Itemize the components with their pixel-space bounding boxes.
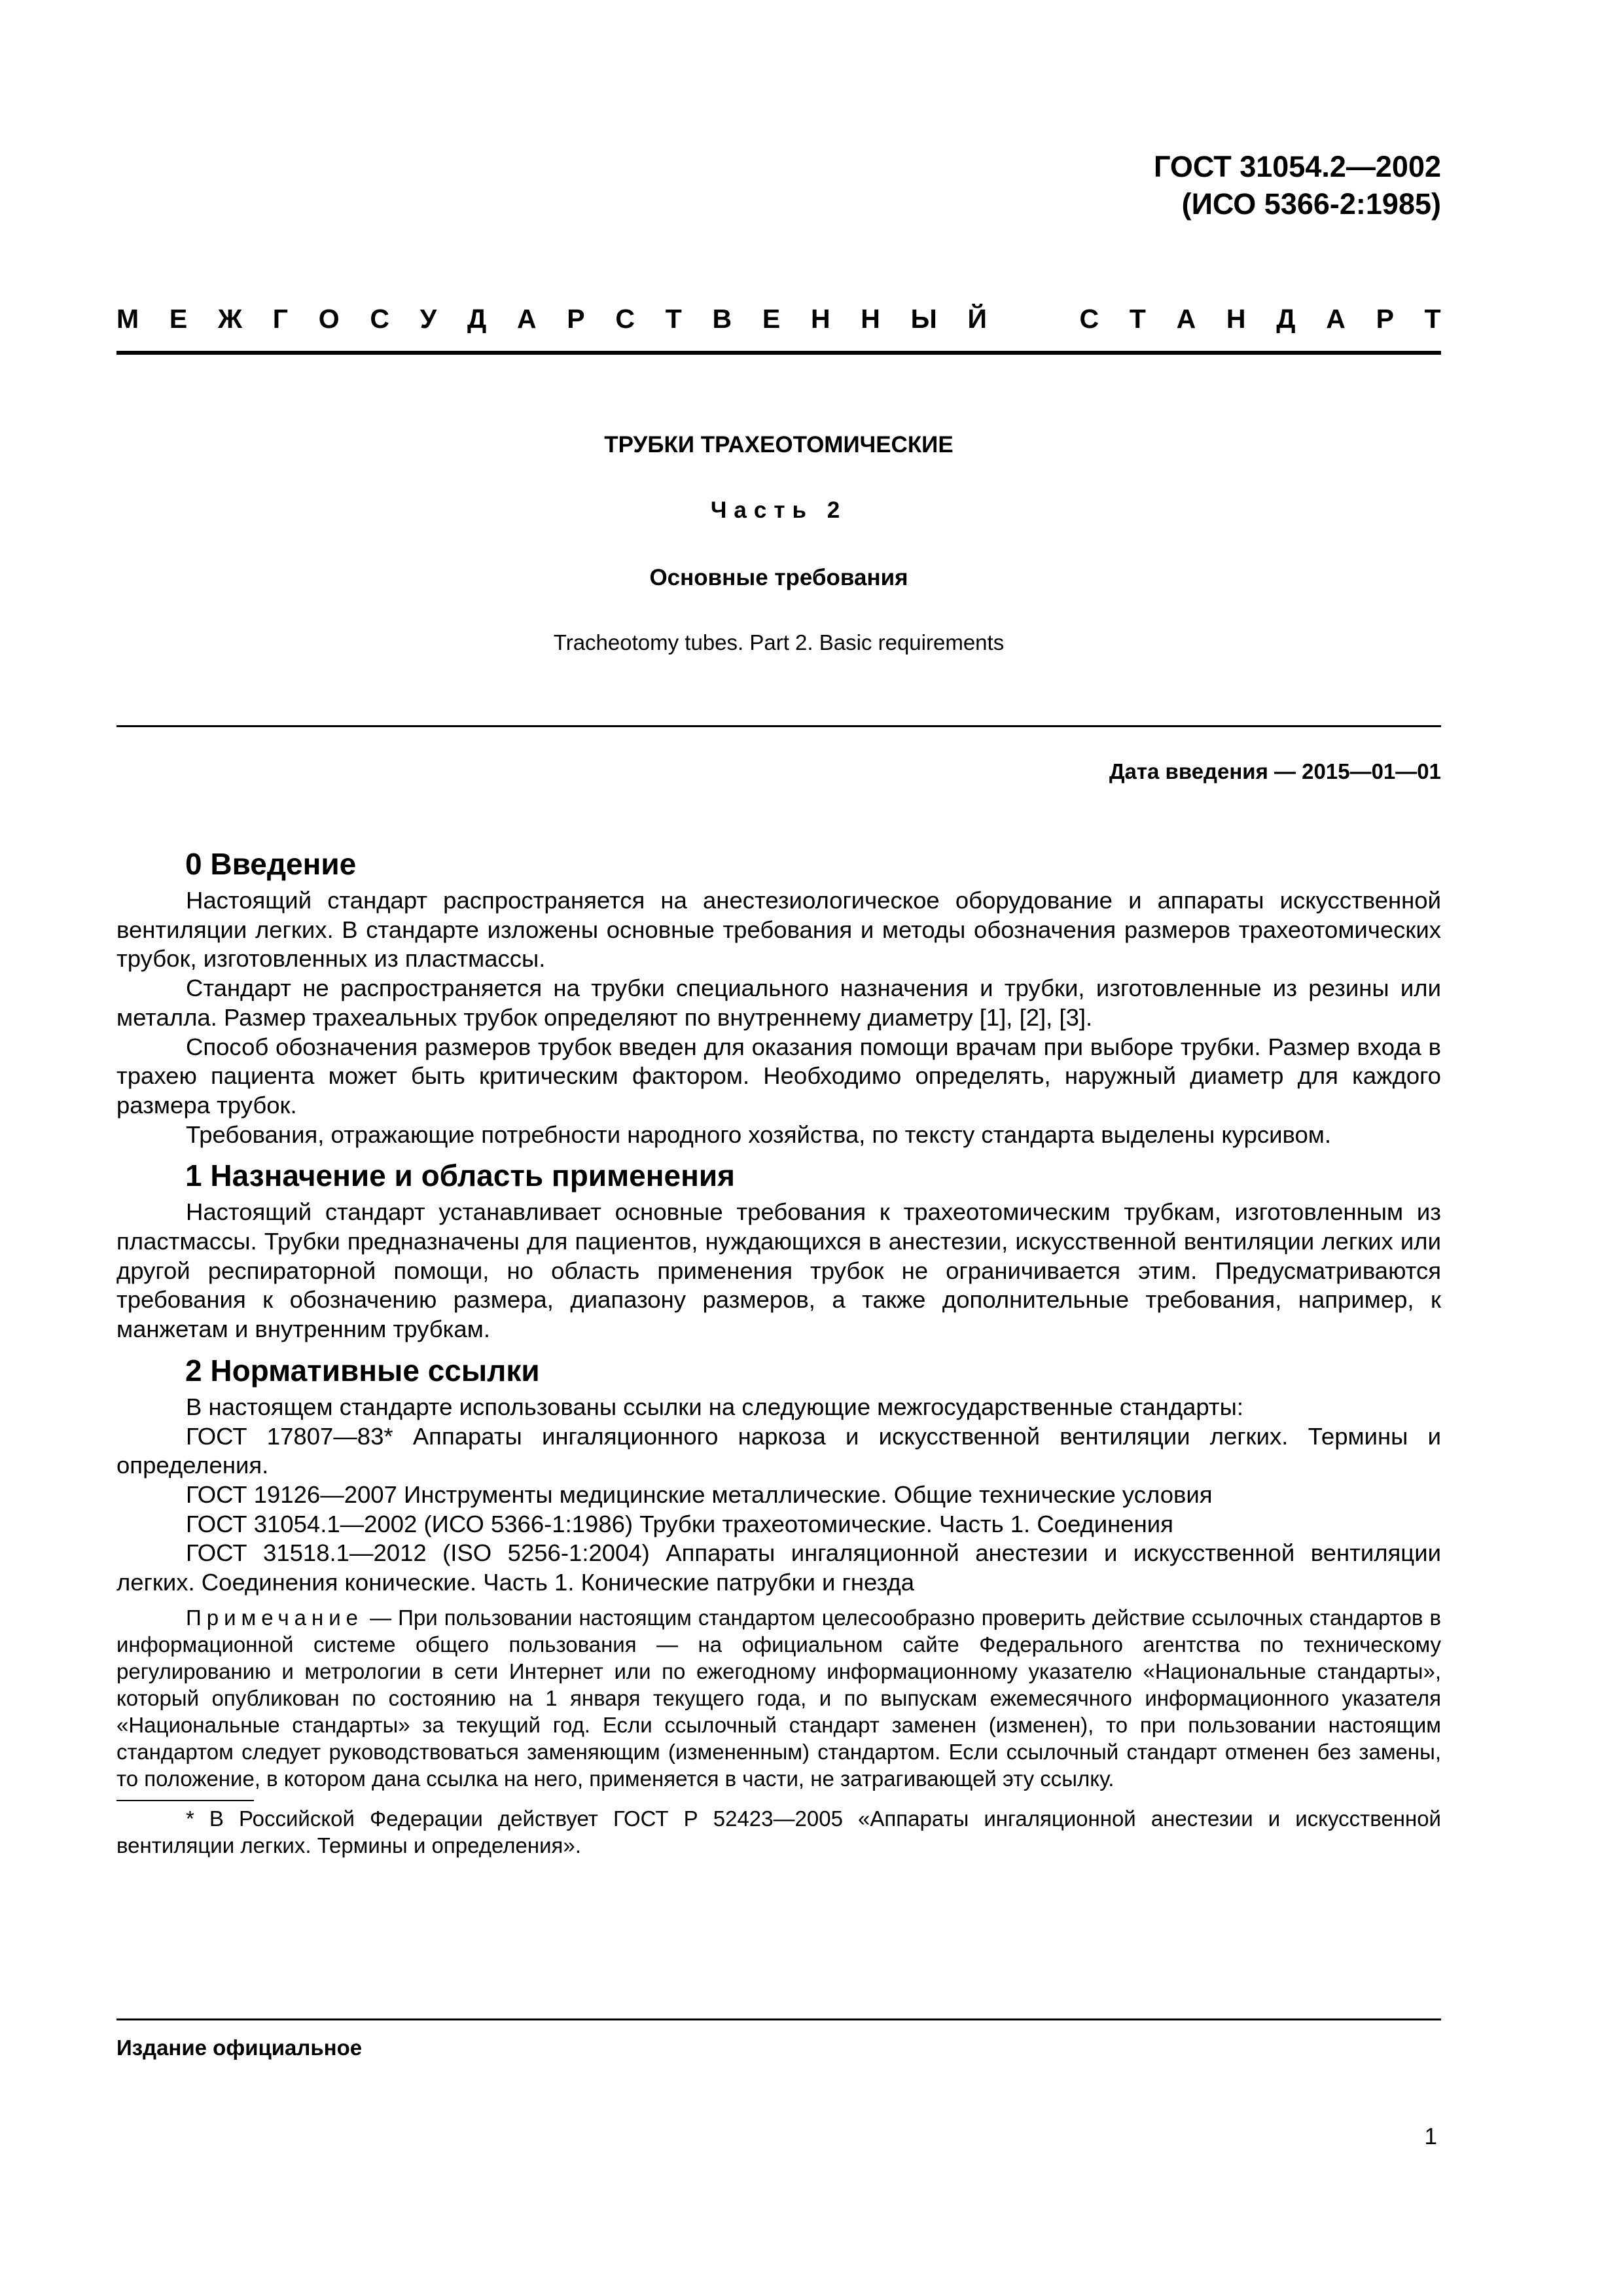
banner-letter: А <box>1176 304 1196 334</box>
banner-letter: Г <box>272 304 289 334</box>
banner-word-gap <box>1018 302 1049 335</box>
banner-letter: Р <box>1376 304 1394 334</box>
standard-type-banner <box>116 302 1441 335</box>
banner-letter: Е <box>762 304 781 334</box>
reference-item: ГОСТ 31518.1—2012 (ISO 5256-1:2004) Аппараты ингаляционной анестезии и искусственной вентиляции легких. Соединения конические. Часть 1. Конические патрубки и гнезда <box>116 1539 1441 1596</box>
note-label: Примечание <box>186 1605 364 1630</box>
section-heading-scope: 1 Назначение и область применения <box>185 1158 735 1193</box>
reference-item: ГОСТ 19126—2007 Инструменты медицинские металлические. Общие технические условия <box>186 1480 1213 1508</box>
paragraph: Требования, отражающие потребности народного хозяйства, по тексту стандарта выделены курсивом. <box>186 1121 1332 1148</box>
document-subtitle: Основные требования <box>649 565 908 590</box>
banner-letter: Н <box>861 304 880 334</box>
banner-letter: Т <box>665 304 682 334</box>
document-body <box>116 844 1441 1859</box>
section-heading-introduction: 0 Введение <box>185 847 357 881</box>
section-heading-normative-references: 2 Нормативные ссылки <box>185 1353 540 1388</box>
reference-item: ГОСТ 17807—83* Аппараты ингаляционного наркоза и искусственной вентиляции легких. Термины и определения. <box>116 1422 1441 1479</box>
banner-letter: М <box>116 304 139 334</box>
footnote: * В Российской Федерации действует ГОСТ Р 52423—2005 «Аппараты ингаляционной анестезии и искусственной вентиляции легких. Термины и определения». <box>116 1806 1441 1857</box>
gost-number: ГОСТ 31054.2—2002 <box>1153 150 1441 183</box>
banner-letter: Д <box>467 304 487 334</box>
document-part: Часть 2 <box>710 497 847 523</box>
banner-letter: Ж <box>217 304 243 334</box>
note <box>116 1604 1441 1792</box>
date-of-introduction: Дата введения — 2015—01—01 <box>1109 759 1441 783</box>
footnote-rule <box>116 1800 254 1801</box>
banner-letter: О <box>318 304 340 334</box>
banner-letter: С <box>1079 304 1099 334</box>
banner-letter: С <box>615 304 635 334</box>
edition-label: Издание официальное <box>116 2036 363 2060</box>
iso-number: (ИСО 5366-2:1985) <box>1181 187 1441 221</box>
banner-letter: Й <box>967 304 987 334</box>
banner-letter: Е <box>169 304 188 334</box>
reference-item: ГОСТ 31054.1—2002 (ИСО 5366-1:1986) Трубки трахеотомические. Часть 1. Соединения <box>186 1510 1173 1537</box>
banner-letter: Ы <box>910 304 937 334</box>
paragraph: Способ обозначения размеров трубок введен для оказания помощи врачам при выборе трубки. Размер входа в трахею пациента может быть критическим фактором. Необходимо определять, наружный диаметр для каждого размера трубок. <box>116 1033 1441 1119</box>
banner-letter: Т <box>1129 304 1146 334</box>
standard-designation <box>1154 148 1441 223</box>
banner-letter: Н <box>1226 304 1246 334</box>
banner-letter: А <box>1326 304 1346 334</box>
page-number: 1 <box>1424 2124 1437 2149</box>
banner-letter: Т <box>1424 304 1441 334</box>
english-title: Tracheotomy tubes. Part 2. Basic requirements <box>553 630 1005 655</box>
banner-letter: А <box>516 304 537 334</box>
banner-letter: Р <box>567 304 585 334</box>
paragraph: Стандарт не распространяется на трубки специального назначения и трубки, изготовленные из резины или металла. Размер трахеальных трубок определяют по внутреннему диаметру [1], [2], [3]. <box>116 975 1441 1031</box>
banner-letter: Н <box>810 304 830 334</box>
document-title: ТРУБКИ ТРАХЕОТОМИЧЕСКИЕ <box>604 432 954 457</box>
title-rule <box>116 725 1441 727</box>
banner-letter: Д <box>1276 304 1296 334</box>
note-text: — При пользовании настоящим стандартом целесообразно проверить действие ссылочных стандартов в информационной системе общего пользования — на официальном сайте Федерального агентства по техническому регулированию и метрологии в сети Интернет или по ежегодному информационному указателю «Национальные стандарты», который опубликован по состоянию на 1 января текущего года, и по выпускам ежемесячного информационного указателя «Национальные стандарты» за текущий год. Если ссылочный стандарт заменен (изменен), то при пользовании настоящим стандартом следует руководствоваться заменяющим (измененным) стандартом. Если ссылочный стандарт отменен без замены, то положение, в котором дана ссылка на него, применяется в части, не затрагивающей эту ссылку. <box>116 1605 1441 1791</box>
header-rule <box>116 351 1441 355</box>
banner-letter: С <box>370 304 390 334</box>
document-page <box>116 0 1441 2296</box>
banner-letter: У <box>419 304 437 334</box>
paragraph: Настоящий стандарт устанавливает основные требования к трахеотомическим трубкам, изготовленным из пластмассы. Трубки предназначены для пациентов, нуждающихся в анестезии, искусственной вентиляции легких или другой респираторной помощи, но область применения трубок не ограничивается этим. Предусматриваются требования к обозначению размера, диапазону размеров, а также дополнительные требования, например, к манжетам и внутренним трубкам. <box>116 1198 1441 1343</box>
banner-letter: В <box>712 304 732 334</box>
footer-rule <box>116 2018 1441 2020</box>
paragraph: Настоящий стандарт распространяется на анестезиологическое оборудование и аппараты искусственной вентиляции легких. В стандарте изложены основные требования и методы обозначения размеров трахеотомических трубок, изготовленных из пластмассы. <box>116 887 1441 973</box>
paragraph: В настоящем стандарте использованы ссылки на следующие межгосударственные стандарты: <box>186 1393 1244 1420</box>
